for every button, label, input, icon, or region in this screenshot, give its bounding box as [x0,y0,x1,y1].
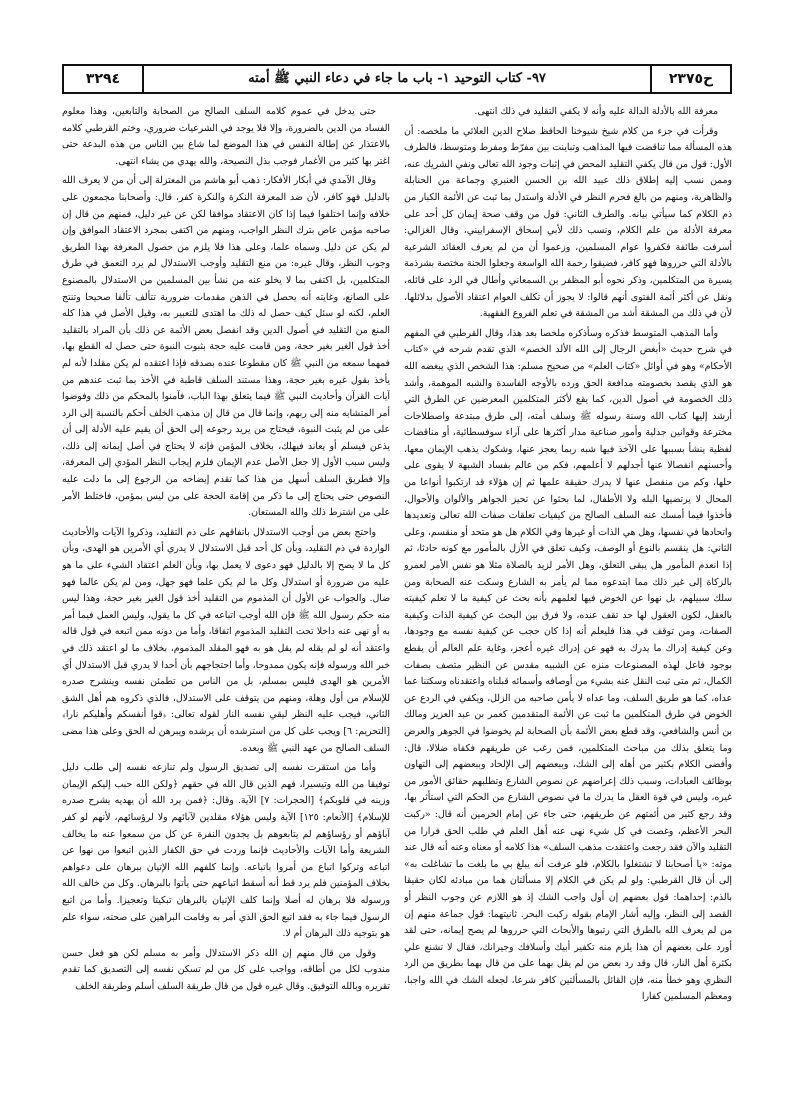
paragraph: وقال الآمدي في أبكار الأفكار: ذهب أبو هاشم من المعتزلة إلى أن من لا يعرف الله بالدليل فهو كافر، لأن ضد المعرفة النكرة والنكرة كفر، قال: وأصحابنا مجمعون على خلافه وإنما اختلفوا فيما إذا كان الاعتقاد موافقا لكن عن غير دليل، فمنهم من قال إن صاحبه مؤمن عاص بترك النظر الواجب، ومنهم من اكتفى بمجرد الاعتقاد الموافق وإن لم يكن عن دليل وسماه علما، وعلى هذا فلا يلزم من حصول المعرفة بهذا الطريق وجوب النظر، وقال غيره: من منع التقليد وأوجب الاستدلال لم يرد التعمق في طرق المتكلمين، بل اكتفى بما لا يخلو عنه من نشأ بين المسلمين من الاستدلال بالمصنوع على الصانع، وغايته أنه يحصل في الذهن مقدمات ضرورية تتألف تألفا صحيحا وتنتج العلم، لكنه لو سئل كيف حصل له ذلك ما اهتدى للتعبير به، وقيل الأصل في هذا كله المنع من التقليد في أصول الدين وقد انفصل بعض الأئمة عن ذلك بأن المراد بالتقليد أخذ قول الغير بغير حجة، ومن قامت عليه حجة بثبوت النبوة حتى حصل له القطع بها، فمهما سمعه من النبي ﷺ كان مقطوعا عنده بصدقه فإذا اعتقده لم يكن مقلدا لأنه لم يأخذ بقول غيره بغير حجة، وهذا مستند السلف قاطبة في الأخذ بما ثبت عندهم من آيات القرآن وأحاديث النبي ﷺ فيما يتعلق بهذا الباب، فآمنوا بالمحكم من ذلك وفوضوا أمر المتشابه منه إلى ربهم، وإنما قال من قال إن مذهب الخلف أحكم بالنسبة إلى الرد على من لم يثبت النبوة، فيحتاج من يريد رجوعه إلى الحق أن يقيم عليه الأدلة إلى أن يذعن فيسلم أو يعاند فيهلك، بخلاف المؤمن فإنه لا يحتاج في أصل إيمانه إلى ذلك، وليس سبب الأول إلا جعل الأصل عدم الإيمان فلزم إيجاب النظر المؤدي إلى المعرفة، وإلا فطريق السلف أسهل من هذا كما تقدم إيضاحه من الرجوع إلى ما دلت عليه النصوص حتى يحتاج إلى ما ذكر من إقامة الحجة على من ليس بمؤمن، فاختلط الأمر على من اشترط ذلك والله المستعان. [62,175,390,519]
text-columns [62,104,732,1099]
paragraph: وأما المذهب المتوسط فذكره وسأذكره ملخصا بعد هذا، وقال القرطبي في المفهم في شرح حديث «أبغض الرجال إلى الله الألد الخصم» الذي تقدم شرحه في «كتاب الأحكام» وهو في أوائل «كتاب العلم» من صحيح مسلم: هذا الشخص الذي يبغضه الله هو الذي يقصد بخصومته مدافعة الحق ورده بالأوجه الفاسدة والشبه الموهمة، وأشد ذلك الخصومة في أصول الدين، كما يقع لأكثر المتكلمين المعرضين عن الطرق التي أرشد إليها كتاب الله وسنة رسوله ﷺ وسلف أمته، إلى طرق مبتدعة واصطلاحات مخترعة وقوانين جدلية وأمور صناعية مدار أكثرها على آراء سوفسطائية، أو مناقضات لفظية ينشأ بسببها على الآخذ فيها شبه ربما يعجز عنها، وشكوك يذهب الإيمان معها، وأحسنهم انفصالا عنها أجدلهم لا أعلمهم، فكم من عالم بفساد الشبهة لا يقوى على حلها، وكم من منفصل عنها لا يدرك حقيقة علمها ثم إن هؤلاء قد ارتكبوا أنواعا من المحال لا يرتضيها البله ولا الأطفال، لما بحثوا عن تحيز الجواهر والألوان والأحوال، فأخذوا فيما أمسك عنه السلف الصالح من كيفيات تعلقات صفات الله تعالى وتعديدها واتحادها في نفسها، وهل هي الذات أو غيرها وفي الكلام هل هو متحد أو منقسم، وعلى الثاني: هل ينقسم بالنوع أو الوصف، وكيف تعلق في الأزل بالمأمور مع كونه حادثا، ثم إذا انعدم المأمور هل يبقى التعلق، وهل الأمر لزيد بالصلاة مثلا هو نفس الأمر لعمرو بالزكاة إلى غير ذلك مما ابتدعوه مما لم يأمر به الشارع وسكت عنه الصحابة ومن سلك سبيلهم، بل نهوا عن الخوض فيها لعلمهم بأنه بحث عن كيفية ما لا تعلم كيفيته بالعقل، لكون العقول لها حد تقف عنده، ولا فرق بين البحث عن كيفية الذات وكيفية الصفات، ومن توقف في هذا فليعلم أنه إذا كان حجب عن كيفية نفسه مع وجودها، وعن كيفية إدراك ما يدرك به فهو عن إدراك غيره أعجز، وغاية علم العالم أن يقطع بوجود فاعل لهذه المصنوعات منزه عن الشبيه مقدس عن النظير متصف بصفات الكمال، ثم متى ثبت النقل عنه بشيء من أوصافه وأسمائه قبلناه واعتقدناه وسكتنا عما عداه، كما هو طريق السلف، وما عداه لا يأمن صاحبه من الزلل، ويكفي في الردع عن الخوض في طرق المتكلمين ما ثبت عن الأئمة المتقدمين كعمر بن عبد العزيز ومالك بن أنس والشافعي، وقد قطع بعض الأئمة بأن الصحابة لم يخوضوا في الجوهر والعرض وما يتعلق بذلك من مباحث المتكلمين، فمن رغب عن طريقهم فكفاه ضلالا، قال: وأفضى الكلام بكثير من أهله إلى الشك، وببعضهم إلى الإلحاد وببعضهم إلى التهاون بوظائف العبادات، وسبب ذلك إعراضهم عن نصوص الشارع وتطلبهم حقائق الأمور من غيره، وليس في قوة العقل ما يدرك ما في نصوص الشارع من الحكم التي استأثر بها، وقد رجع كثير من أئمتهم عن طريقهم، حتى جاء عن إمام الحرمين أنه قال: «ركبت البحر الأعظم، وغصت في كل شيء نهى عنه أهل العلم في طلب الحق فرارا من التقليد والآن فقد رجعت واعتقدت مذهب السلف» هذا كلامه أو معناه وعنه أنه قال عند موته: «يا أصحابنا لا تشتغلوا بالكلام، فلو عرفت أنه يبلغ بي ما بلغت ما تشاغلت به» إلى أن قال القرطبي: ولو لم يكن في الكلام إلا مسألتان هما من مبادئه لكان حقيقا بالذم: إحداهما: قول بعضهم إن أول واجب الشك إذ هو اللازم عن وجوب النظر أو القصد إلى النظر، وإليه أشار الإمام بقوله ركبت البحر. ثانيتهما: قول جماعة منهم إن من لم يعرف الله بالطرق التي رتبوها والأبحاث التي حرروها لم يصح إيمانه، حتى لقد أورد على بعضهم أن هذا يلزم منه تكفير أبيك وأسلافك وجيرانك، فقال لا تشنع علي بكثرة أهل النار، قال وقد رد بعض من لم يقل بهما على من قال بهما بطريق من الرد النظري وهو خطأ منه، فإن القائل بالمسألتين كافر شرعا، لجعله الشك في الله واجبا، ومعظم المسلمين كفارا [404,327,732,1003]
paragraph: معرفة الله بالأدلة الدالة عليه وأنه لا يكفي التقليد في ذلك انتهى. [474,106,718,117]
page-header [62,64,732,94]
paragraph: وقرأت في جزء من كلام شيخ شيوخنا الحافظ صلاح الدين العلائي ما ملخصه: أن هذه المسألة مما تناقضت فيها المذاهب وتباينت بين مفرّط ومفرط ومتوسط، فالطرف الأول: قول من قال يكفي التقليد المحض في إثبات وجود الله تعالى ونفي الشريك عنه، وممن نسب إليه إطلاق ذلك عبيد الله بن الحسن العنبري وجماعة من الحنابلة والظاهرية، ومنهم من بالغ فحرم النظر في الأدلة واستدل بما ثبت عن الأئمة الكبار من ذم الكلام كما سيأتي بيانه. والطرف الثاني: قول من وقف صحة إيمان كل أحد على معرفة الأدلة من علم الكلام، ونسب ذلك لأبي إسحاق الإسفراييني، وقال الغزالي: أسرفت طائفة فكفروا عوام المسلمين، وزعموا أن من لم يعرف العقائد الشرعية بالأدلة التي حرروها فهو كافر، فضيقوا رحمة الله الواسعة وجعلوا الجنة مختصة بشرذمة يسيرة من المتكلمين، وذكر نحوه أبو المظفر بن السمعاني وأطال في الرد على قائله، ونقل عن أكثر أئمة الفتوى أنهم قالوا: لا يجوز أن تكلف العوام اعتقاد الأصول بدلائلها، لأن في ذلك من المشقة أشد من المشقة في تعلم الفروع الفقهية. [404,125,732,320]
paragraph: وأما من استقرت نفسه إلى تصديق الرسول ولم تنازعه نفسه إلى طلب دليل توفيقا من الله وتيسيرا، فهم الذين قال الله في حقهم ﴿ولكن الله حبب إليكم الإيمان وزينه في قلوبكم﴾ [الحجرات: ٧] الآية. وقال: ﴿فمن يرد الله أن يهديه يشرح صدره للإسلام﴾ [الأنعام: ١٢٥] الآية وليس هؤلاء مقلدين لآبائهم ولا لرؤسائهم، لأنهم لو كفر آباؤهم أو رؤساؤهم لم يتابعوهم بل يجدون النفرة عن كل من سمعوا عنه ما يخالف الشريعة وأما الآيات والأحاديث فإنما وردت في حق الكفار الذين اتبعوا من نهوا عن اتباعه وتركوا اتباع من أمروا باتباعه. وإنما كلفهم الله الإتيان ببرهان على دعواهم بخلاف المؤمنين فلم يرد قط أنه أسقط اتباعهم حتى يأتوا بالبرهان. وكل من خالف الله ورسوله فلا برهان له أصلا وإنما كلف الإتيان بالبرهان تبكيتا وتعجيزا. وأما من اتبع الرسول فيما جاء به فقد اتبع الحق الذي أمر به وقامت البراهين على صحته، سواء علم هو بتوجيه ذلك البرهان أم لا. [62,762,390,940]
paragraph: وقول من قال منهم إن الله ذكر الاستدلال وأمر به مسلم لكن هو فعل حسن مندوب لكل من أطاقه، وواجب على كل من لم تسكن نفسه إلى التصديق كما تقدم تقريره وبالله التوفيق. وقال غيره قول من قال طريقة السلف أسلم وطريقة الخلف [62,947,390,992]
paragraph: حتى يدخل في عموم كلامه السلف الصالح من الصحابة والتابعين، وهذا معلوم الفساد من الدين بالضرورة، وإلا فلا يوجد في الشرعيات ضروري، وختم القرطبي كلامه بالاعتذار عن إطالة النفس في هذا الموضع لما شاع بين الناس من هذه البدعة حتى اغتر بها كثير من الأغمار فوجب بذل النصيحة، والله يهدي من يشاء انتهى. [62,106,390,167]
left-column [62,104,390,1099]
hadith-reference: ح٢٣٧٥ [650,66,730,92]
right-column [404,104,732,1099]
paragraph: واحتج بعض من أوجب الاستدلال باتفاقهم على ذم التقليد، وذكروا الآيات والأحاديث الواردة في ذم التقليد، وبأن كل أحد قبل الاستدلال لا يدري أي الأمرين هو الهدى، وبأن كل ما لا يصح إلا بالدليل فهو دعوى لا يعمل بها، وبأن العلم اعتقاد الشيء على ما هو عليه من ضرورة أو استدلال وكل ما لم يكن علما فهو جهل، ومن لم يكن عالما فهو ضال. والجواب عن الأول أن المذموم من التقليد أخذ قول الغير بغير حجة، وهذا ليس منه حكم رسول الله ﷺ فإن الله أوجب اتباعه في كل ما يقول، وليس العمل فيما أمر به أو نهى عنه داخلا تحت التقليد المذموم اتفاقا، وأما من دونه ممن اتبعه في قول قاله واعتقد أنه لو لم يقله لم يقل هو به فهو المقلد المذموم، بخلاف ما لو اعتقد ذلك في خبر الله ورسوله فإنه يكون ممدوحا، وأما احتجاجهم بأن أحدا لا يدري قبل الاستدلال أي الأمرين هو الهدى فليس بمسلم، بل من الناس من تطمئن نفسه وينشرح صدره للإسلام من أول وهلة، ومنهم من يتوقف على الاستدلال، فالذي ذكروه هم أهل الشق الثاني، فيجب عليه النظر ليقي نفسه النار لقوله تعالى: ﴿قوا أنفسكم وأهليكم نارا﴾ [التحريم: ٦] ويجب على كل من استرشده أن يرشده ويبرهن له الحق وعلى هذا مضى السلف الصالح من عهد النبي ﷺ وبعده. [62,526,390,754]
running-title: ٩٧- كتاب التوحيد ١- باب ما جاء في دعاء النبي ﷺ أمته [248,70,546,86]
page-number: ٣٢٩٤ [64,66,144,92]
